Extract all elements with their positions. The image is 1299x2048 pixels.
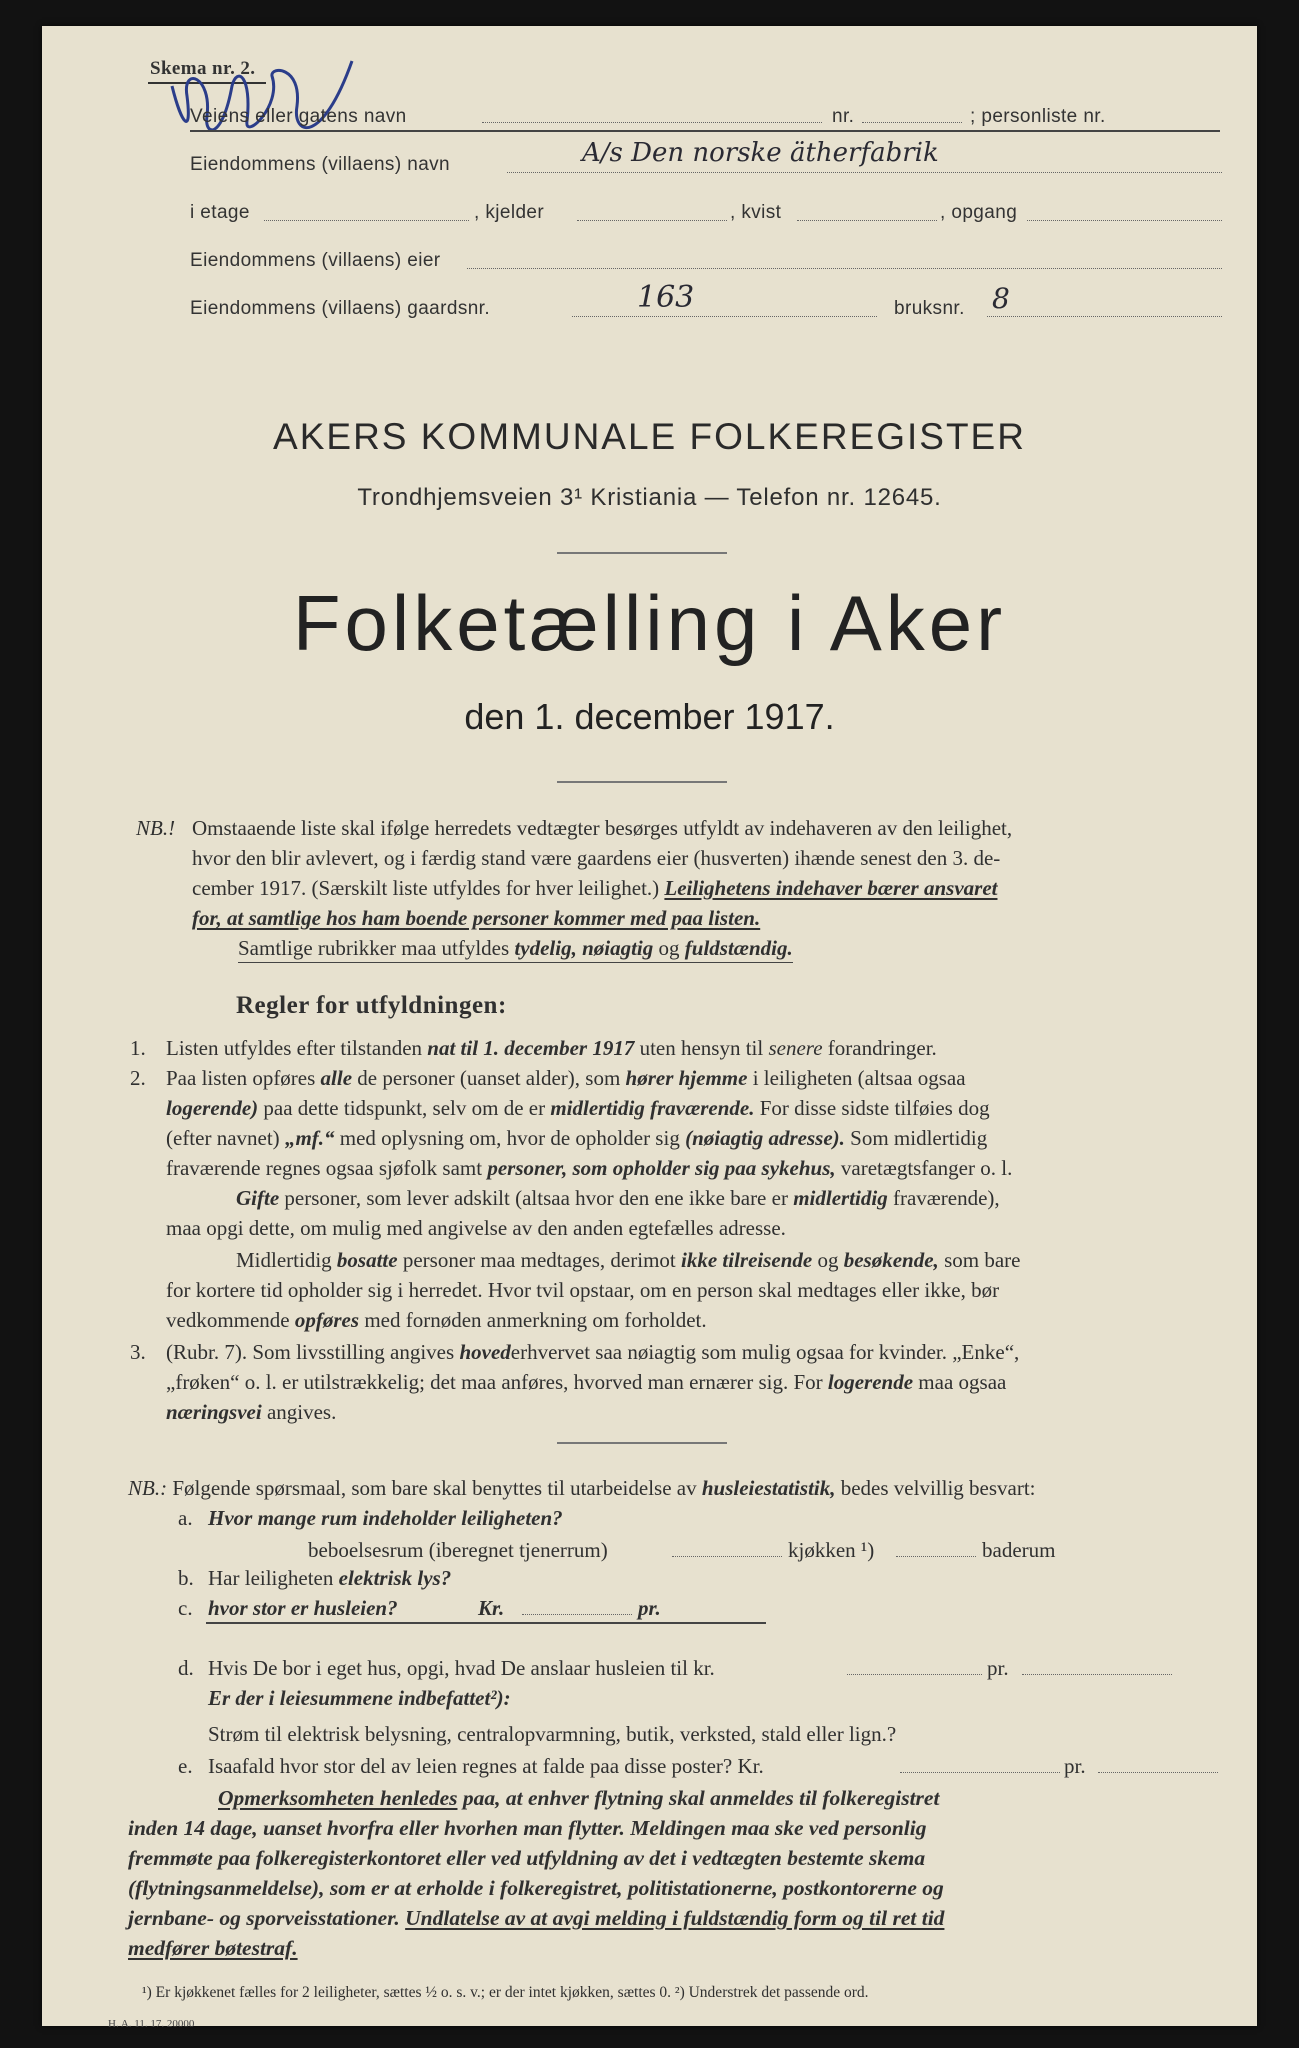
property-name-label: Eiendommens (villaens) navn [190, 154, 451, 175]
rule-3c-a: næringsvei [166, 1400, 262, 1424]
rule-2-line-7 [236, 1248, 1020, 1273]
property-name-field [507, 172, 1222, 173]
rule-2e-d: fraværende), [887, 1186, 1000, 1210]
notice-line-1 [128, 1786, 939, 1811]
notice-line-5 [128, 1906, 944, 1931]
etage-label: i etage [190, 202, 250, 223]
office-address: Trondhjemsveien 3¹ Kristiania — Telefon nr. 12645. [357, 484, 942, 511]
header-divider [190, 130, 1220, 132]
nb1-line-2: hvor den blir avlevert, og i færdig stand være gaardens eier (husverten) ihænde senest den 3. de- [192, 846, 1001, 870]
q-a-rooms-field [672, 1556, 782, 1557]
rule-2i-a: vedkommende [166, 1308, 295, 1332]
q-e-label: e. [178, 1754, 193, 1778]
rule-2c-a: (efter navnet) [166, 1126, 285, 1150]
kvist-field [797, 220, 937, 221]
notice-penalty-warning: Undlatelse av at avgi melding i fuldstændig form og til ret tid [405, 1906, 945, 1930]
rule-2g-b: bosatte [336, 1248, 398, 1272]
footnote: ¹) Er kjøkkenet fælles for 2 leiligheter, sættes ½ o. s. v.; er der intet kjøkken, sættes 0. ²) Understrek det passende ord. [142, 1984, 869, 2001]
rule-2i-c: med fornøden anmerkning om forholdet. [359, 1308, 707, 1332]
owner-label: Eiendommens (villaens) eier [190, 250, 441, 271]
printer-mark: H. A. 11. 17. 20000 [108, 2018, 195, 2030]
notice-line-6: medfører bøtestraf. [128, 1936, 298, 1960]
rule-2b-d: For disse sidste tilføies dog [754, 1096, 990, 1120]
rule-3b-c: maa ogsaa [913, 1370, 1007, 1394]
nb1-line-3 [192, 876, 997, 901]
rule-3-line-3 [166, 1400, 336, 1425]
q-a-label: a. [178, 1506, 193, 1530]
skema-number: Skema nr. 2. [150, 58, 256, 79]
title-divider-bottom [557, 781, 727, 783]
q-a-text: Hvor mange rum indeholder leiligheten? [208, 1506, 563, 1530]
q-d-text: Hvis De bor i eget hus, opgi, hvad De anslaar husleien til kr. [208, 1656, 715, 1680]
rule-3-line-2 [166, 1370, 1006, 1395]
q-a-bath-label: baderum [982, 1538, 1056, 1562]
nb1-line-5-text: Samtlige rubrikker maa utfyldes [238, 936, 515, 960]
nb1-responsibility: Leilighetens indehaver bærer ansvaret [664, 876, 998, 900]
rule-2e-b: personer, som lever adskilt (altsaa hvor den ene ikke bare er [279, 1186, 794, 1210]
nb1-line-1: Omstaaende liste skal ifølge herredets vedtægter besørges utfyldt av indehaveren av den leilighet, [192, 816, 1013, 840]
kjelder-field [577, 220, 727, 221]
rule-3a-a: (Rubr. 7). Som livsstilling angives [166, 1340, 460, 1364]
census-form-page [42, 26, 1257, 2030]
property-name-value: A/s Den norske ätherfabrik [582, 138, 939, 168]
rule-1 [166, 1036, 937, 1061]
q-a-rooms-label: beboelsesrum (iberegnet tjenerrum) [308, 1538, 608, 1562]
q-a-kitchen-field [896, 1556, 976, 1557]
nb2-intro-c: bedes velvillig besvart: [835, 1476, 1036, 1500]
rule-3c-b: angives. [261, 1400, 337, 1424]
rule-2-line-5 [236, 1186, 1000, 1211]
q-d-pr-field [1022, 1674, 1172, 1675]
rule-3a-b: hoved [459, 1340, 511, 1364]
title-divider-top [557, 552, 727, 554]
q-b-text-a: Har leiligheten [208, 1566, 339, 1590]
q-c-kr: Kr. [478, 1596, 505, 1620]
office-heading: AKERS KOMMUNALE FOLKEREGISTER [273, 416, 1026, 457]
rule-2a-d: hører hjemme [625, 1066, 748, 1090]
rule-2-line-4 [166, 1156, 1012, 1181]
rule-2a-a: Paa listen opføres [166, 1066, 321, 1090]
notice-line-2: inden 14 dage, uanset hvorfra eller hvorhen man flytter. Meldingen maa ske ved personlig [128, 1816, 927, 1840]
q-b-text-b: elektrisk lys? [338, 1566, 452, 1590]
census-date: den 1. december 1917. [464, 696, 835, 737]
q-b-label: b. [178, 1566, 194, 1590]
notice-line-4: (flytningsanmeldelse), som er at erholde i folkeregistret, politistationerne, postkontorerne og [128, 1876, 944, 1900]
rule-2g-f: besøkende, [843, 1248, 939, 1272]
street-name-label: Veiens eller gatens navn [190, 106, 407, 127]
q-c-kr-field [522, 1614, 632, 1615]
gaardsnr-label: Eiendommens (villaens) gaardsnr. [190, 298, 491, 319]
rule-2e-c: midlertidig [793, 1186, 888, 1210]
rule-2-number: 2. [130, 1066, 146, 1090]
rule-1-c: uten hensyn til [634, 1036, 769, 1060]
rule-2g-a: Midlertidig [236, 1248, 337, 1272]
opgang-label: , opgang [940, 202, 1018, 223]
rule-2b-c: midlertidig fraværende. [550, 1096, 755, 1120]
rule-2g-g: som bare [938, 1248, 1021, 1272]
rule-2a-e: i leiligheten (altsaa ogsaa [747, 1066, 966, 1090]
rule-3a-c: erhvervet saa nøiagtig som mulig ogsaa for kvinder. „Enke“, [510, 1340, 1020, 1364]
owner-field [467, 268, 1222, 269]
handwritten-scribble-mark [152, 46, 382, 156]
rule-2i-b: opføres [294, 1308, 360, 1332]
rule-2c-d: (nøiagtig adresse). [685, 1126, 845, 1150]
rule-2d-c: varetægtsfanger o. l. [835, 1156, 1013, 1180]
rule-2c-c: med oplysning om, hvor de opholder sig [334, 1126, 686, 1150]
rule-3b-b: logerende [827, 1370, 914, 1394]
street-name-field [482, 122, 822, 123]
bruksnr-value: 8 [992, 282, 1010, 315]
notice-line-3: fremmøte paa folkeregisterkontoret eller ved utfyldning av det i vedtægten bestemte skema [128, 1846, 926, 1870]
rule-2-line-9 [166, 1308, 707, 1333]
nb2-intro-a: Følgende spørsmaal, som bare skal benyttes til utarbeidelse av [167, 1476, 702, 1500]
bruksnr-label: bruksnr. [894, 298, 965, 319]
q-e-kr-field [900, 1772, 1060, 1773]
q-c-pr: pr. [638, 1596, 661, 1620]
kjelder-label: , kjelder [474, 202, 545, 223]
rule-2b-b: paa dette tidspunkt, selv om de er [258, 1096, 551, 1120]
nb1-tydelig: tydelig, nøiagtig [514, 936, 654, 960]
gaardsnr-field [572, 316, 877, 317]
nb1-fuldstaendig: fuldstændig. [684, 936, 793, 960]
q-e-pr-field [1098, 1772, 1218, 1773]
rule-1-b: nat til 1. december 1917 [427, 1036, 635, 1060]
bruksnr-field [987, 316, 1222, 317]
notice-line-5-text: jernbane- og sporveisstationer. [128, 1906, 406, 1930]
rule-3-line-1 [166, 1340, 1019, 1365]
etage-field [264, 220, 469, 221]
notice-attention: Opmerksomheten henledes [218, 1786, 458, 1810]
rule-1-d: senere [768, 1036, 823, 1060]
personliste-label: ; personliste nr. [970, 106, 1106, 127]
rule-2b-a: logerende) [166, 1096, 259, 1120]
rule-3-number: 3. [130, 1340, 146, 1364]
nb1-line-4: for, at samtlige hos ham boende personer kommer med paa listen. [192, 906, 761, 930]
rules-heading: Regler for utfyldningen: [236, 992, 507, 1019]
rule-2g-e: og [812, 1248, 844, 1272]
nb1-line-5 [238, 936, 793, 963]
nb2-intro-b: husleiestatistik, [701, 1476, 836, 1500]
nb1-line-3-text: cember 1917. (Særskilt liste utfyldes for hver leilighet.) [192, 876, 665, 900]
rule-2d-b: personer, som opholder sig paa sykehus, [487, 1156, 836, 1180]
rules-divider [557, 1442, 727, 1444]
rule-2d-a: fraværende regnes ogsaa sjøfolk samt [166, 1156, 488, 1180]
q-d-pr: pr. [987, 1656, 1009, 1680]
q-c-underline [206, 1622, 766, 1624]
rule-2-line-2 [166, 1096, 990, 1121]
rule-1-a: Listen utfyldes efter tilstanden [166, 1036, 428, 1060]
nb1-lead: NB.! [136, 816, 176, 840]
rule-2-line-8: for kortere tid opholder sig i herredet. Hvor tvil opstaar, om en person skal medtages eller ikke, bør [166, 1278, 1000, 1302]
street-nr-field [862, 122, 962, 123]
rule-2e-a: Gifte [236, 1186, 280, 1210]
rule-2a-c: de personer (uanset alder), som [352, 1066, 626, 1090]
rule-2g-c: personer maa medtages, derimot [397, 1248, 681, 1272]
q-c-label: c. [178, 1596, 193, 1620]
main-title: Folketælling i Aker [292, 579, 1007, 667]
rule-2-line-3 [166, 1126, 987, 1151]
rule-1-e: forandringer. [822, 1036, 937, 1060]
nb1-og: og [653, 936, 685, 960]
rule-1-number: 1. [130, 1036, 146, 1060]
rule-2c-e: Som midlertidig [844, 1126, 988, 1150]
rule-2-line-6: maa opgi dette, om mulig med angivelse av den anden egtefælles adresse. [166, 1216, 786, 1240]
q-d-label: d. [178, 1656, 194, 1680]
kvist-label: , kvist [730, 202, 782, 223]
q-d-utilities: Strøm til elektrisk belysning, centralopvarmning, butik, verksted, stald eller lign.? [208, 1722, 897, 1746]
notice-line-1-text: paa, at enhver flytning skal anmeldes til folkeregistret [457, 1786, 940, 1810]
rule-2a-b: alle [320, 1066, 353, 1090]
q-a-kitchen-label: kjøkken ¹) [788, 1538, 875, 1562]
street-nr-label: nr. [832, 106, 855, 127]
q-d-kr-field [847, 1674, 982, 1675]
q-e-text: Isaafald hvor stor del av leien regnes at falde paa disse poster? Kr. [208, 1754, 764, 1778]
q-c-text: hvor stor er husleien? [208, 1596, 398, 1620]
q-d-included: Er der i leiesummene indbefattet²): [208, 1686, 511, 1710]
rule-2g-d: ikke tilreisende [681, 1248, 813, 1272]
nb2-lead: NB.: [128, 1476, 168, 1500]
opgang-field [1027, 220, 1222, 221]
gaardsnr-value: 163 [637, 280, 695, 315]
rule-3b-a: „frøken“ o. l. er utilstrækkelig; det maa anføres, hvorved man ernærer sig. For [166, 1370, 828, 1394]
rule-2-line-1 [166, 1066, 966, 1091]
q-e-pr: pr. [1064, 1754, 1086, 1778]
nb2-intro [128, 1476, 1036, 1501]
rule-2c-b: „mf.“ [284, 1126, 335, 1150]
q-b-text [208, 1566, 451, 1591]
